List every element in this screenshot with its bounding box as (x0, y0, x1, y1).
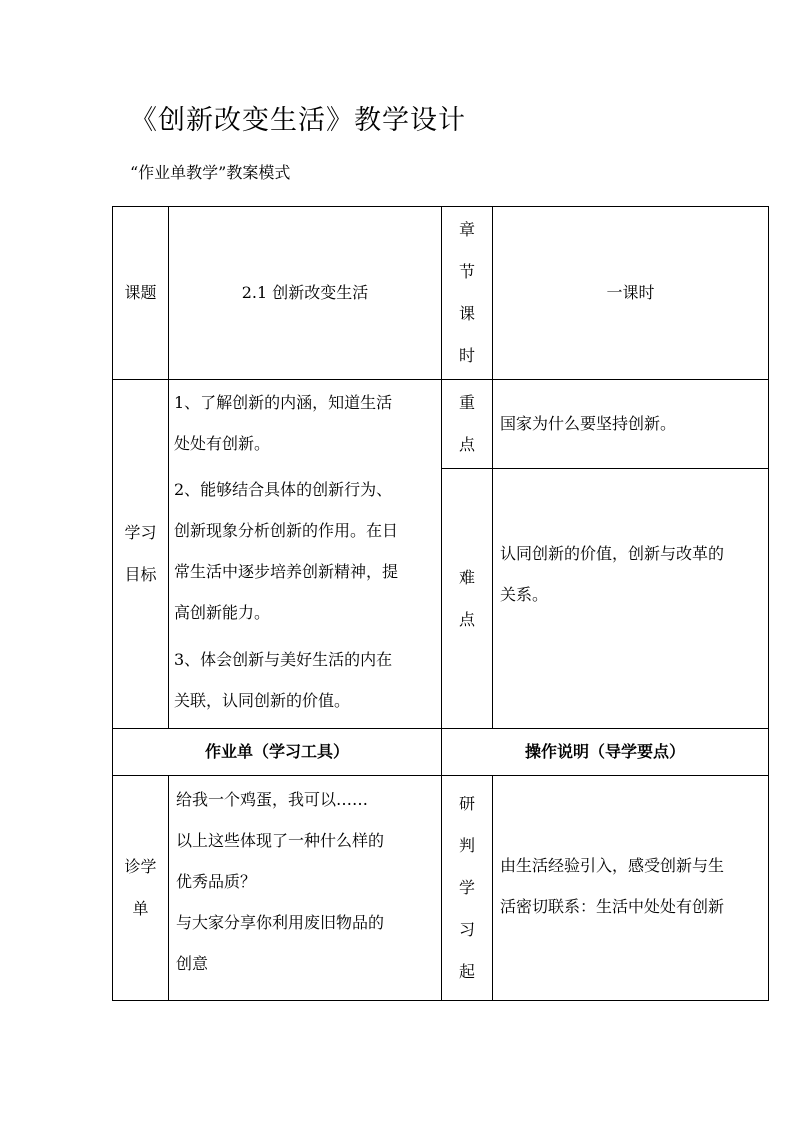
topic-value: 2.1 创新改变生活 (241, 283, 369, 302)
homework-header: 作业单（学习工具） (204, 742, 349, 761)
key-point-label: 重 点 (458, 393, 475, 454)
page-title: 《创新改变生活》教学设计 (130, 105, 466, 136)
goal-1: 1、了解创新的内涵，知道生活 处处有创新。 (174, 393, 393, 453)
instructions-header: 操作说明（导学要点） (524, 742, 685, 761)
page-subtitle: “作业单教学”教案模式 (130, 163, 291, 182)
period-value: 一课时 (606, 283, 655, 302)
goal-2: 2、能够结合具体的创新行为、 创新现象分析创新的作用。在日 常生活中逐步培养创新精神，提 高创新能力。 (174, 480, 399, 622)
difficulty-text: 认同创新的价值，创新与改革的 关系。 (500, 544, 725, 604)
guide-text: 由生活经验引入，感受创新与生 活密切联系：生活中处处有创新 (500, 856, 725, 916)
topic-label: 课题 (124, 283, 157, 302)
learning-goals-label: 学习 目标 (124, 523, 157, 584)
diagnosis-content: 给我一个鸡蛋，我可以…… 以上这些体现了一种什么样的 优秀品质？ 与大家分享你利用废旧物品的 创意 (176, 790, 385, 973)
key-point-text: 国家为什么要坚持创新。 (500, 414, 677, 433)
goal-3: 3、体会创新与美好生活的内在 关联，认同创新的价值。 (174, 650, 393, 710)
chapter-period-label: 章 节 课 时 (458, 220, 475, 365)
diagnosis-sheet-label: 诊学 单 (124, 857, 157, 918)
study-label: 研 判 学 习 起 (458, 794, 475, 981)
difficulty-label: 难 点 (458, 567, 475, 629)
